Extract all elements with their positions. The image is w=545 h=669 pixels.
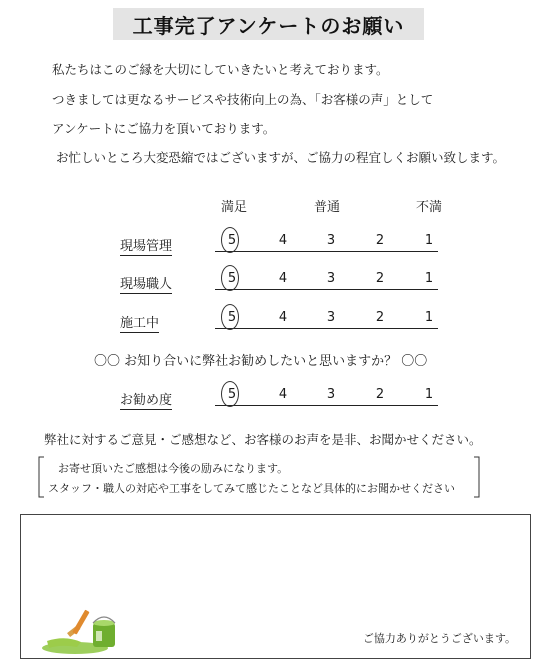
rating-label-site-craftsmen: 現場職人 — [120, 273, 172, 294]
selected-circle — [221, 381, 239, 407]
recommend-question: 〇〇 お知り合いに弊社お勧めしたいと思いますか？ 〇〇 — [94, 354, 428, 369]
rating-option-3[interactable]: 3 — [326, 310, 336, 325]
rating-option-2[interactable]: 2 — [375, 387, 385, 402]
rating-underline — [215, 328, 438, 329]
rating-option-3[interactable]: 3 — [326, 387, 336, 402]
rating-option-5[interactable]: 5 — [226, 271, 238, 286]
rating-option-1[interactable]: 1 — [424, 310, 434, 325]
rating-option-5[interactable]: 5 — [226, 387, 238, 402]
rating-option-4[interactable]: 4 — [278, 310, 288, 325]
rating-underline — [215, 289, 438, 290]
intro-line-2: つきましては更なるサービスや技術向上の為、「お客様の声」として — [52, 92, 434, 107]
rating-label-recommendation: お勧め度 — [120, 389, 172, 410]
rating-option-1[interactable]: 1 — [424, 233, 434, 248]
rating-option-3[interactable]: 3 — [326, 271, 336, 286]
rating-option-4[interactable]: 4 — [278, 233, 288, 248]
rating-option-5[interactable]: 5 — [226, 233, 238, 248]
rating-option-1[interactable]: 1 — [424, 271, 434, 286]
rating-option-4[interactable]: 4 — [278, 387, 288, 402]
page-title: 工事完了アンケートのお願い — [113, 8, 424, 40]
paint-bucket-brush-icon — [41, 601, 125, 655]
rating-option-3[interactable]: 3 — [326, 233, 336, 248]
rating-label-site-management: 現場管理 — [120, 235, 172, 256]
rating-option-2[interactable]: 2 — [375, 271, 385, 286]
rating-option-5[interactable]: 5 — [226, 310, 238, 325]
intro-line-4: お忙しいところ大変恐縮ではございますが、ご協力の程宜しくお願い致します。 — [56, 150, 506, 165]
header-dissatisfied: 不満 — [416, 200, 443, 215]
selected-circle — [221, 227, 239, 253]
header-normal: 普通 — [314, 200, 341, 215]
intro-line-1: 私たちはこのご縁を大切にしていきたいと考えております。 — [52, 62, 389, 77]
opinion-request: 弊社に対するご意見・ご感想など、お客様のお声を是非、お聞かせください。 — [44, 432, 482, 447]
rating-option-2[interactable]: 2 — [375, 233, 385, 248]
thanks-note: ご協力ありがとうございます。 — [362, 632, 516, 645]
rating-label-during-construction: 施工中 — [120, 312, 159, 333]
bracket-line-1: お寄せ頂いたご感想は今後の励みになります。 — [58, 462, 289, 475]
bracket-line-2: スタッフ・職人の対応や工事をしてみて感じたことなど具体的にお聞かせください — [48, 482, 455, 495]
rating-option-2[interactable]: 2 — [375, 310, 385, 325]
rating-underline — [215, 405, 438, 406]
comment-box[interactable] — [20, 514, 531, 659]
selected-circle — [221, 304, 239, 330]
rating-option-1[interactable]: 1 — [424, 387, 434, 402]
header-satisfied: 満足 — [221, 200, 248, 215]
rating-option-4[interactable]: 4 — [278, 271, 288, 286]
selected-circle — [221, 265, 239, 291]
rating-underline — [215, 251, 438, 252]
intro-line-3: アンケートにご協力を頂いております。 — [52, 121, 276, 136]
